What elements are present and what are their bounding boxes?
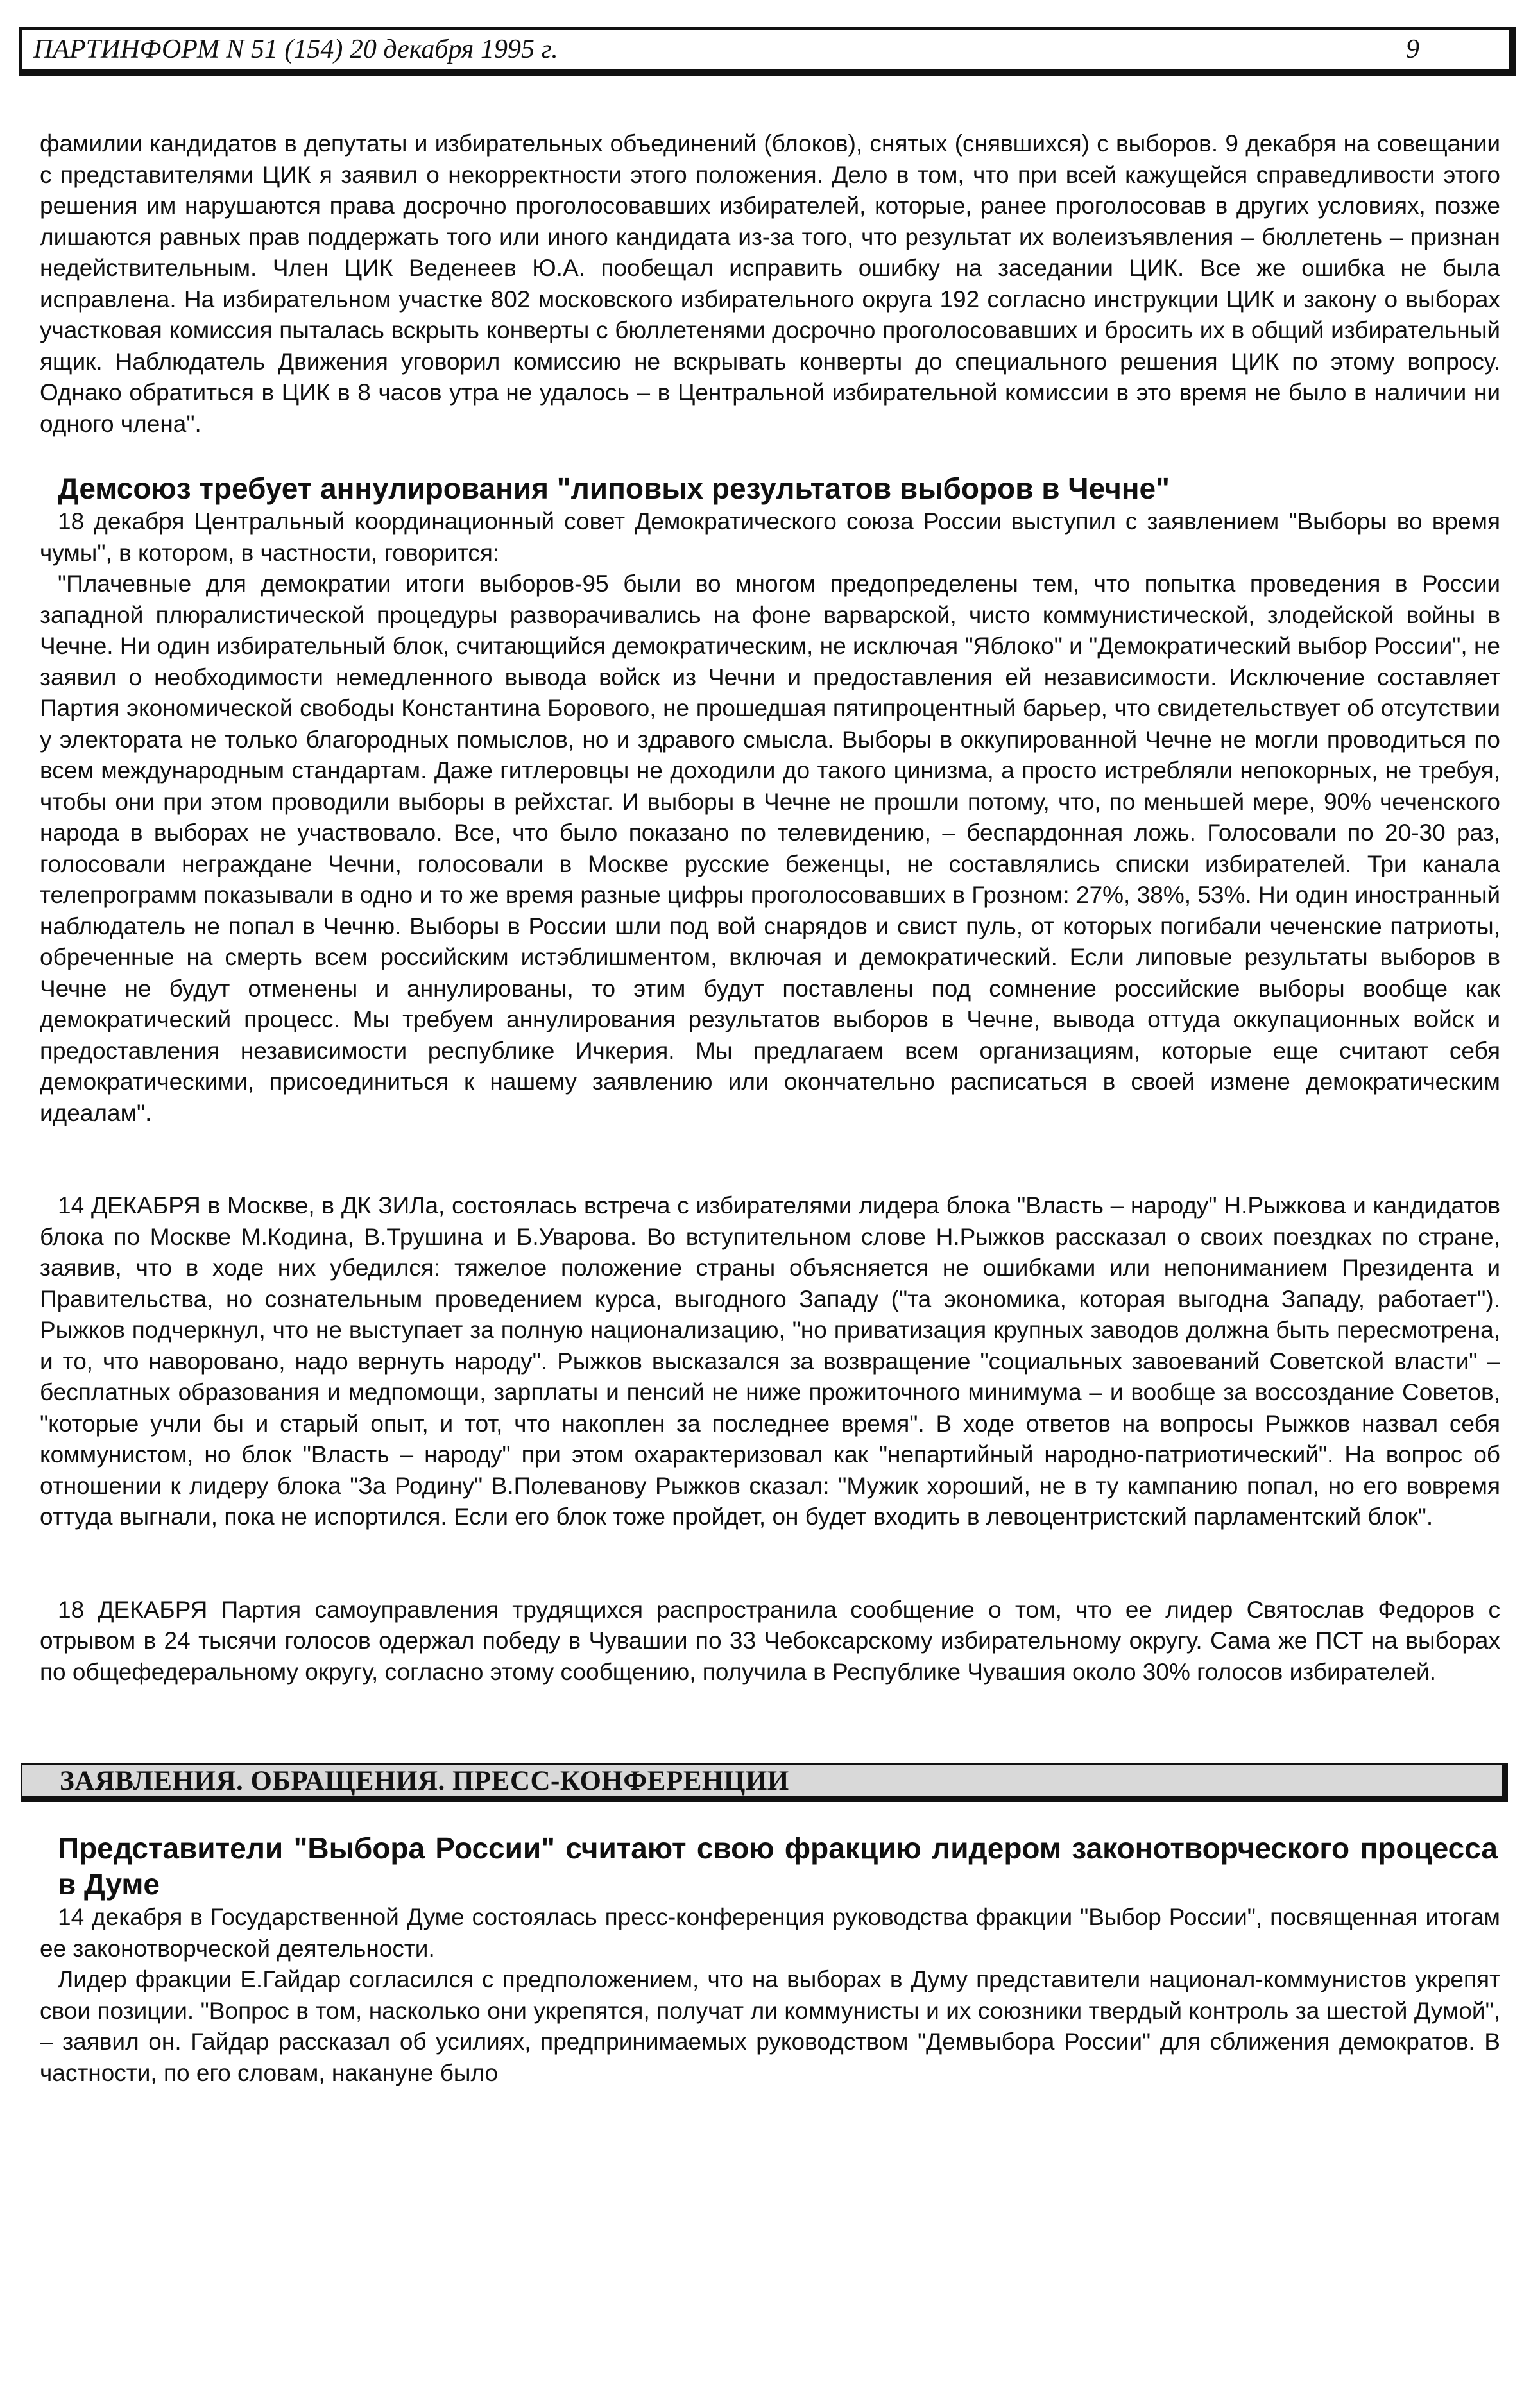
publication-title: ПАРТИНФОРМ N 51 (154) 20 декабря 1995 г. (33, 35, 558, 64)
demsoyuz-quote: "Плачевные для демократии итоги выборов-95 были во многом предопределены тем, что попытка проведения в России западной плюралистической процедуры разворачивались на фоне варварской, чисто коммунистической, злодейской войны в Чечне. Ни один избирательный блок, считающийся демократическим, не исключая "Яблоко" и "Демократический выбор России", не заявил о необходимости немедленного вывода войск из Чечни и предоставления ей независимости. Исключение составляет Партия экономической свободы Константина Борового, не прошедшая пятипроцентный барьер, что свидетельствует об отсутствии у электората не только благородных помыслов, но и здравого смысла. Выборы в оккупированной Чечне не могли проводиться по всем международным стандартам. Даже гитлеровцы не доходили до такого цинизма, а просто истребляли непокорных, не требуя, чтобы они при этом проводили выборы в рейхстаг. И выборы в Чечне не прошли потому, что, по меньшей мере, 90% чеченского народа в выборах не участвовало. Все, что было показано по телевидению, – беспардонная ложь. Голосовали по 20-30 раз, голосовали неграждане Чечни, голосовали в Москве русские беженцы, не составлялись списки избирателей. Три канала телепрограмм показывали в одно и то же время разные цифры проголосовавших в Грозном: 27%, 38%, 53%. Ни один иностранный наблюдатель не попал в Чечню. Выборы в России шли под вой снарядов и свист пуль, от которых погибали чеченские патриоты, обреченные на смерть всем российским истэблишментом, включая и демократический. Если липовые результаты выборов в Чечне не будут отменены и аннулированы, то этим будут поставлены под сомнение российские выборы вообще как демократический процесс. Мы требуем аннулирования результатов выборов в Чечне, вывода оттуда оккупационных войск и предоставления независимости республике Ичкерия. Мы предлагаем всем организациям, которые еще считают себя демократическими, присоединиться к нашему заявлению или окончательно расписаться в своей измене демократическим идеалам". (40, 570, 1500, 1126)
page-number: 9 (1406, 35, 1419, 64)
article-continuation: фамилии кандидатов в депутаты и избирательных объединений (блоков), снятых (снявшихся) с выборов. 9 декабря на совещании с представителями ЦИК я заявил о некорректности этого положения. Дело в том, что при всей кажущейся справедливости этого решения им нарушаются права досрочно проголосовавших избирателей, которые, ранее проголосовав в других условиях, позже лишаются равных прав поддержать того или иного кандидата из-за того, что результат их волеизъявления – бюллетень – признан недействительным. Член ЦИК Веденеев Ю.А. пообещал исправить ошибку на заседании ЦИК. Все же ошибка не была исправлена. На избирательном участке 802 московского избирательного округа 192 согласно инструкции ЦИК и закону о выборах участковая комиссия пыталась вскрыть конверты с бюллетенями досрочно проголосовавших и бросить их в общий избирательный ящик. Наблюдатель Движения уговорил комиссию не вскрывать конверты до специального решения ЦИК по этому вопросу. Однако обратиться в ЦИК в 8 часов утра не удалось – в Центральной избирательной комиссии в это время не было в наличии ни одного члена". (40, 130, 1500, 437)
vybor-rossii-para-2: Лидер фракции Е.Гайдар согласился с предположением, что на выборах в Думу представители национал-коммунистов укрепят свои позиции. "Вопрос в том, насколько они укрепятся, получат ли коммунисты и их союзники твердый контроль за шестой Думой", – заявил он. Гайдар рассказал об усилиях, предпринимаемых руководством "Демвыбора России" для сближения демократов. В частности, по его словам, накануне было (40, 1966, 1500, 2086)
page-header (19, 27, 1516, 76)
page-content (40, 128, 1500, 2089)
article-ryzhkov: 14 ДЕКАБРЯ в Москве, в ДК ЗИЛа, состоялась встреча с избирателями лидера блока "Власть – народу" Н.Рыжкова и кандидатов блока по Москве М.Кодина, В.Трушина и Б.Уварова. Во вступительном слове Н.Рыжков рассказал о своих поездках по стране, заявив, что в ходе них убедился: тяжелое положение страны объясняется не ошибками или непониманием Президента и Правительства, но сознательным проведением курса, выгодного Западу ("та экономика, которая выгодна Западу, работает"). Рыжков подчеркнул, что не выступает за полную национализацию, "но приватизация крупных заводов должна быть пересмотрена, и то, что наворовано, надо вернуть народу". Рыжков высказался за возвращение "социальных завоеваний Советской власти" – бесплатных образования и медпомощи, зарплаты и пенсий не ниже прожиточного минимума – и вообще за воссоздание Советов, "которые учли бы и старый опыт, и тот, что накоплен за последнее время". В ходе ответов на вопросы Рыжков назвал себя коммунистом, но блок "Власть – народу" при этом охарактеризовал как "непартийный народно-патриотический". На вопрос об отношении к лидеру блока "За Родину" В.Полеванову Рыжков сказал: "Мужик хороший, не в ту кампанию попал, но его вовремя оттуда выгнали, пока не испортился. Если его блок тоже пройдет, он будет входить в левоцентристский парламентский блок". (40, 1192, 1500, 1530)
section-header (21, 1763, 1508, 1802)
article-pst: 18 ДЕКАБРЯ Партия самоуправления трудящихся распространила сообщение о том, что ее лидер Святослав Федоров с отрывом в 24 тысячи голосов одержал победу в Чувашии по 33 Чебоксарскому избирательному округу. Сама же ПСТ на выборах по общефедеральному округу, согласно этому сообщению, получила в Республике Чувашия около 30% голосов избирателей. (40, 1596, 1500, 1685)
headline-demsoyuz: Демсоюз требует аннулирования "липовых результатов выборов в Чечне" (58, 472, 1170, 505)
vybor-rossii-para-1: 14 декабря в Государственной Думе состоялась пресс-конференция руководства фракции "Выбор России", посвященная итогам ее законотворческой деятельности. (40, 1904, 1500, 1962)
demsoyuz-intro: 18 декабря Центральный координационный совет Демократического союза России выступил с заявлением "Выборы во время чумы", в котором, в частности, говорится: (40, 508, 1500, 566)
headline-vybor-rossii: Представители "Выбора России" считают свою фракцию лидером законотворческого процесса в Думе (58, 1831, 1498, 1901)
section-title: ЗАЯВЛЕНИЯ. ОБРАЩЕНИЯ. ПРЕСС-КОНФЕРЕНЦИИ (60, 1765, 789, 1796)
